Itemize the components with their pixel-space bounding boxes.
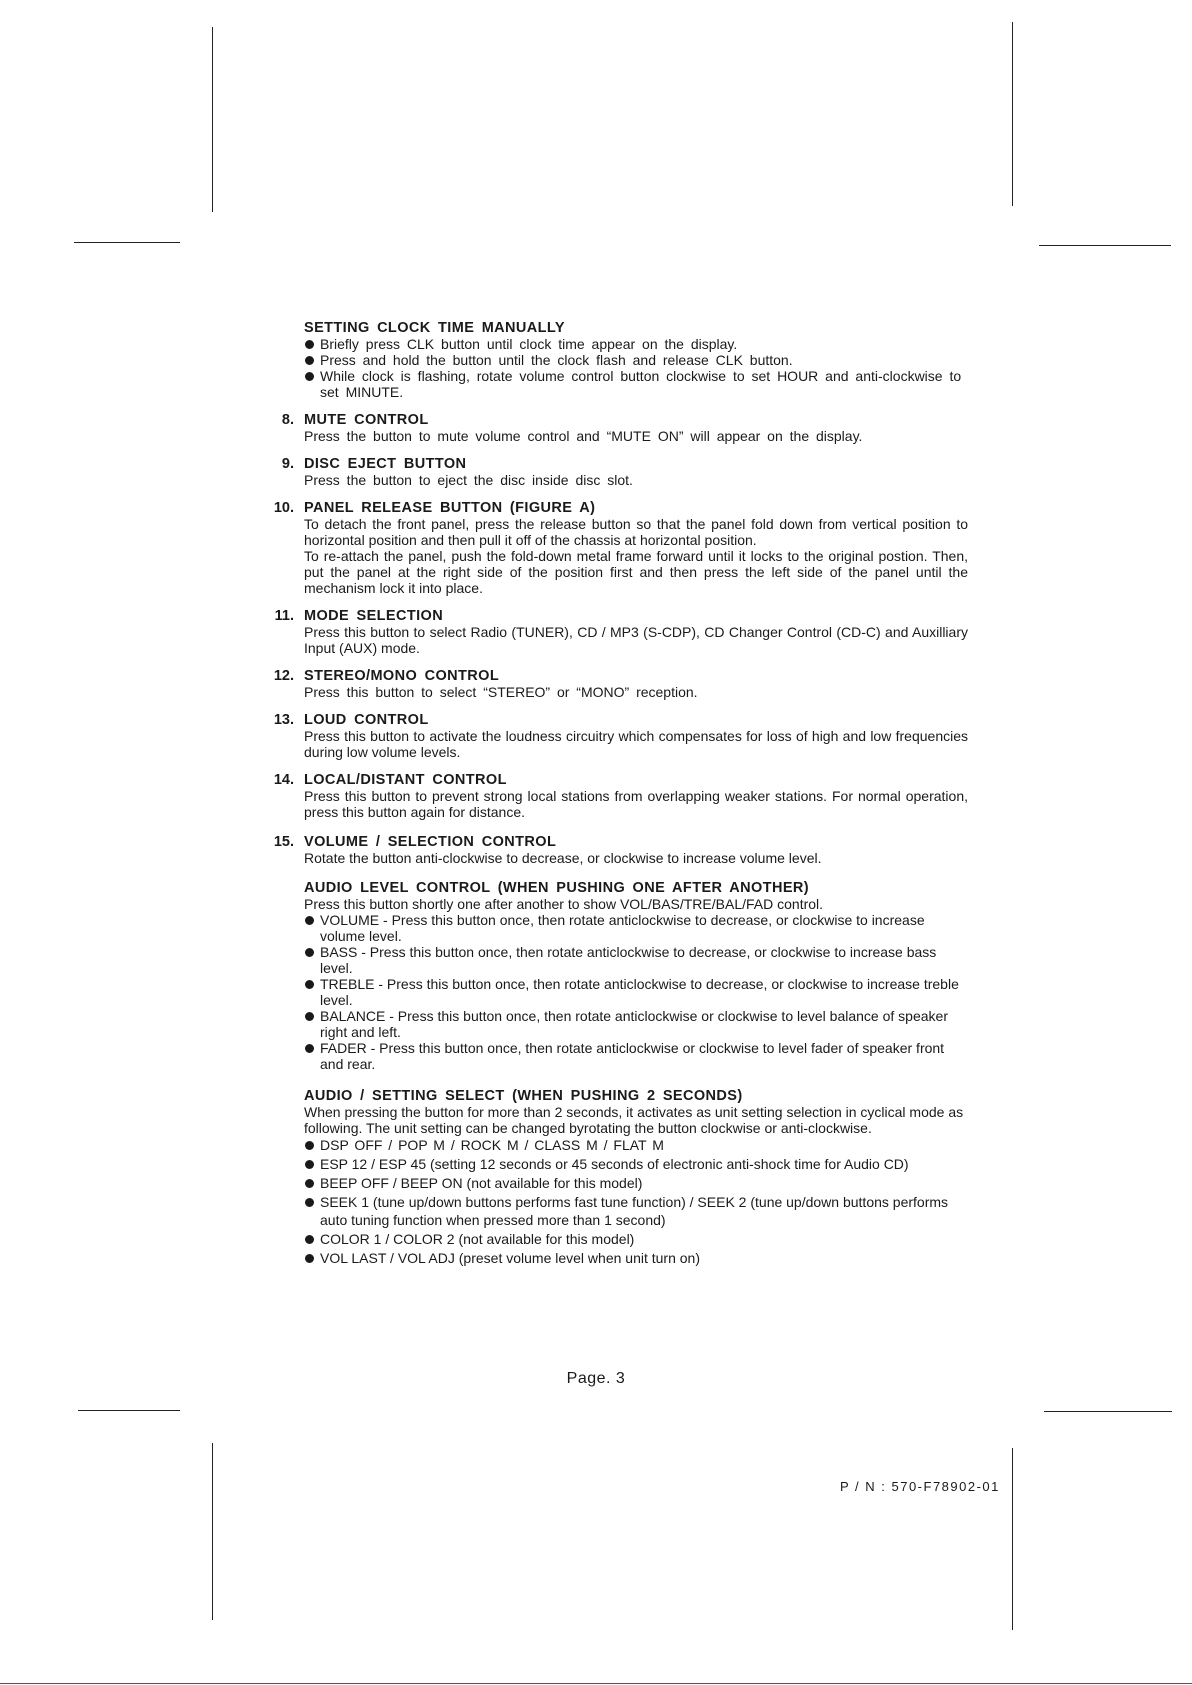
bullet-list <box>304 912 968 1072</box>
section-heading: VOLUME / SELECTION CONTROL <box>304 834 557 850</box>
page-bottom-edge <box>0 1683 1192 1684</box>
section-body: Rotate the button anti-clockwise to decrease, or clockwise to increase volume level. <box>304 850 822 866</box>
crop-mark-bottom-left-horizontal <box>78 1410 180 1411</box>
section-panel-release <box>248 500 968 596</box>
section-heading: AUDIO LEVEL CONTROL (WHEN PUSHING ONE AFTER ANOTHER) <box>304 880 809 896</box>
section-body: To re-attach the panel, push the fold-down metal frame forward until it locks to the original postion. Then, put the panel at the right side of the position first and then press the left side of the panel until the mechanism lock it into place. <box>304 548 968 596</box>
section-loud-control <box>248 712 968 760</box>
section-body: To detach the front panel, press the release button so that the panel fold down from vertical position to horizontal position and then pull it off of the chassis at horizontal position. <box>304 516 968 548</box>
crop-mark-top-left-vertical <box>212 27 213 212</box>
section-mode-selection <box>248 608 968 656</box>
page-number: Page. 3 <box>566 1370 626 1387</box>
section-number: 13. <box>273 712 294 728</box>
crop-mark-top-right-horizontal <box>1039 245 1171 246</box>
section-heading: STEREO/MONO CONTROL <box>304 668 500 684</box>
section-body: Press this button to select Radio (TUNER), CD / MP3 (S-CDP), CD Changer Control (CD-C) and Auxilliary Input (AUX) mode. <box>304 624 968 656</box>
section-heading: MUTE CONTROL <box>304 412 429 428</box>
list-item: While clock is flashing, rotate volume control button clockwise to set HOUR and anti-clockwise to set MINUTE. <box>304 368 968 400</box>
list-item: VOLUME - Press this button once, then rotate anticlockwise to decrease, or clockwise to increase volume level. <box>304 912 968 944</box>
section-local-distant <box>248 772 968 820</box>
section-volume-selection <box>248 834 968 866</box>
list-item: SEEK 1 (tune up/down buttons performs fast tune function) / SEEK 2 (tune up/down buttons performs auto tuning function when pressed more than 1 second) <box>304 1193 968 1229</box>
section-heading: DISC EJECT BUTTON <box>304 456 467 472</box>
section-number: 8. <box>281 412 294 428</box>
crop-mark-bottom-left-vertical <box>212 1443 213 1620</box>
list-item: BALANCE - Press this button once, then rotate anticlockwise or clockwise to level balance of speaker right and left. <box>304 1008 968 1040</box>
list-item: FADER - Press this button once, then rotate anticlockwise or clockwise to level fader of speaker front and rear. <box>304 1040 968 1072</box>
section-body: Press this button to select “STEREO” or “MONO” reception. <box>304 684 698 700</box>
list-item: DSP OFF / POP M / ROCK M / CLASS M / FLAT M <box>304 1136 968 1154</box>
section-heading: LOCAL/DISTANT CONTROL <box>304 772 507 788</box>
section-heading: SETTING CLOCK TIME MANUALLY <box>304 320 565 336</box>
section-body: Press this button to activate the loudness circuitry which compensates for loss of high and low frequencies during low volume levels. <box>304 728 968 760</box>
part-number: P / N : 570-F78902-01 <box>840 1479 1000 1494</box>
crop-mark-bottom-right-vertical <box>1012 1448 1013 1630</box>
list-item: BASS - Press this button once, then rotate anticlockwise to decrease, or clockwise to increase bass level. <box>304 944 968 976</box>
section-intro: When pressing the button for more than 2 seconds, it activates as unit setting selection in cyclical mode as following. The unit setting can be changed byrotating the button clockwise or anti-clockwise. <box>304 1104 964 1136</box>
list-item: Briefly press CLK button until clock time appear on the display. <box>304 336 968 352</box>
section-audio-level-control <box>248 880 968 1072</box>
section-body: Press the button to mute volume control and “MUTE ON” will appear on the display. <box>304 428 863 444</box>
section-body: Press the button to eject the disc inside disc slot. <box>304 472 633 488</box>
list-item: ESP 12 / ESP 45 (setting 12 seconds or 45 seconds of electronic anti-shock time for Audio CD) <box>304 1155 968 1173</box>
bullet-list <box>304 1136 968 1267</box>
section-number: 12. <box>273 668 294 684</box>
list-item: COLOR 1 / COLOR 2 (not available for this model) <box>304 1230 968 1248</box>
crop-mark-top-left-horizontal <box>74 242 180 243</box>
section-mute-control <box>248 412 968 444</box>
section-body: Press this button to prevent strong local stations from overlapping weaker stations. For normal operation, press this button again for distance. <box>304 788 968 820</box>
section-heading: AUDIO / SETTING SELECT (WHEN PUSHING 2 SECONDS) <box>304 1088 743 1104</box>
section-number: 15. <box>273 834 294 850</box>
crop-mark-bottom-right-horizontal <box>1044 1411 1172 1412</box>
list-item: BEEP OFF / BEEP ON (not available for this model) <box>304 1174 968 1192</box>
manual-content <box>248 320 968 1268</box>
list-item: Press and hold the button until the clock flash and release CLK button. <box>304 352 968 368</box>
section-heading: LOUD CONTROL <box>304 712 429 728</box>
section-audio-setting-select <box>248 1088 968 1267</box>
list-item: VOL LAST / VOL ADJ (preset volume level when unit turn on) <box>304 1249 968 1267</box>
crop-mark-top-right-vertical <box>1012 22 1013 206</box>
bullet-list <box>304 336 968 400</box>
section-number: 10. <box>273 500 294 516</box>
section-number: 9. <box>281 456 294 472</box>
section-stereo-mono <box>248 668 968 700</box>
section-number: 14. <box>273 772 294 788</box>
section-setting-clock <box>248 320 968 400</box>
section-heading: MODE SELECTION <box>304 608 444 624</box>
section-heading: PANEL RELEASE BUTTON (FIGURE A) <box>304 500 596 516</box>
section-number: 11. <box>274 608 294 624</box>
section-intro: Press this button shortly one after another to show VOL/BAS/TRE/BAL/FAD control. <box>304 896 824 912</box>
list-item: TREBLE - Press this button once, then rotate anticlockwise to decrease, or clockwise to increase treble level. <box>304 976 968 1008</box>
section-disc-eject <box>248 456 968 488</box>
